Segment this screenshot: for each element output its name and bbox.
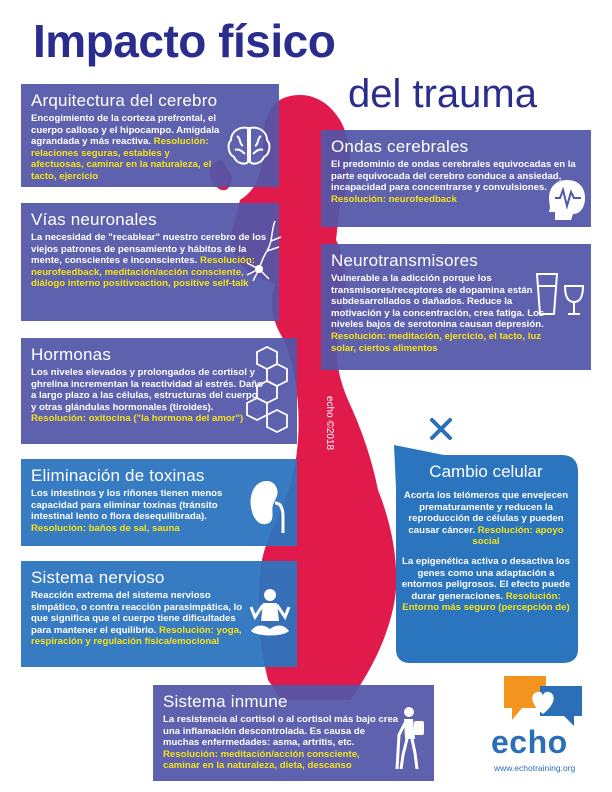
section-text: Los niveles elevados y prolongados de cortisol y ghrelina incrementan la reactividad al estrés. Daño a largo plazo a las células, estructuras del cuerpo y otras glándulas hormonales (tiroides). Resolución: oxitocina ("la hormona del amor") [31,367,263,425]
section-neuro [321,244,591,370]
section-text: Encogimiento de la corteza prefrontal, el cuerpo calloso y el hipocampo. Amígdala agrandada y más reactiva. Resolución: relaciones seguras, estables y afectuosas, caminar en la naturaleza, el tacto, ejercicio [31,113,220,182]
section-title: Arquitectura del cerebro [31,91,218,110]
head-wave-icon [547,178,587,222]
speech-bubble-heart-icon [500,672,586,728]
chromosome-icon [426,414,456,444]
section-hormonas [21,338,297,444]
section-title: Neurotransmisores [331,251,479,270]
section-arquitectura [21,84,279,187]
copyright: echo ©2018 [324,396,335,451]
section-text-2: La epigenética activa o desactiva los genes como una adaptación a entornos peligrosos. El efecto puede durar generaciones. Resolución: Entorno más seguro (percepción de) [401,555,571,614]
section-cambio [396,462,576,622]
title-line-2: del trauma [348,72,537,116]
section-toxinas [21,459,297,546]
section-title: Sistema nervioso [31,568,165,587]
neuron-icon [243,217,283,285]
title-line-1: Impacto físico [33,15,336,67]
logo-url[interactable]: www.echotraining.org [494,763,576,773]
kidney-icon [249,479,289,535]
section-text: La resistencia al cortisol o al cortisol más bajo crea una inflamación descontrolada. Es causa de muchas enfermedades: asma, artritis, etc. Resolución: meditación/acción consciente, caminar en la naturaleza, dieta, descanso [163,714,399,772]
glasses-icon [533,270,589,318]
section-text: Los intestinos y los riñones tienen menos capacidad para eliminar toxinas (tránsito intestinal lento o flora desequilibrada). Resolución: baños de sal, sauna [31,488,223,534]
section-title: Eliminación de toxinas [31,466,205,485]
section-title: Sistema inmune [163,692,288,711]
molecule-icon [243,346,293,438]
section-text: La necesidad de "recablear" nuestro cerebro de los viejos patrones de pensamiento y hábitos de la mente, conscientes e inconscientes. Resolución: neurofeedback, meditación/acción consciente, diálogo interno positivoaction, positive self-talk [31,232,267,290]
section-vias [21,203,279,321]
section-title: Cambio celular [429,462,543,481]
section-text: El predominio de ondas cerebrales equivocadas en la parte equivocada del cerebro conduce a ansiedad, incapacidad para concentrarse y convulsiones. Resolución: neurofeedback [331,159,576,205]
section-inmune [153,685,434,781]
section-text: Vulnerable a la adicción porque los transmisores/receptores de dopamina están subdesarrollados o dañados. Reduce la motivación y la concentración, crea fatiga. Los niveles bajos de serotonina causan depresión. Resolución: meditación, ejercicio, el tacto, luz solar, ciertos alimentos [331,273,545,354]
section-text-1: Acorta los telómeros que envejecen prematuramente y reducen la reproducción de células y pueden causar cáncer. Resolución: apoyo social [403,490,569,548]
section-ondas [321,130,591,227]
section-nervioso [21,561,297,667]
meditation-icon [247,587,293,643]
logo-word: echo [491,724,568,760]
section-title: Ondas cerebrales [331,137,469,156]
section-title: Vías neuronales [31,210,157,229]
brain-icon [225,124,273,168]
section-text: Reacción extrema del sistema nervioso simpático, o contra reacción parasimpática, lo que significa que el cuerpo tiene dificultades para mantener el equilibrio. Resolución: yoga, respiración y regulación física/emocional [31,590,243,648]
hiker-icon [393,705,429,771]
section-title: Hormonas [31,345,112,364]
